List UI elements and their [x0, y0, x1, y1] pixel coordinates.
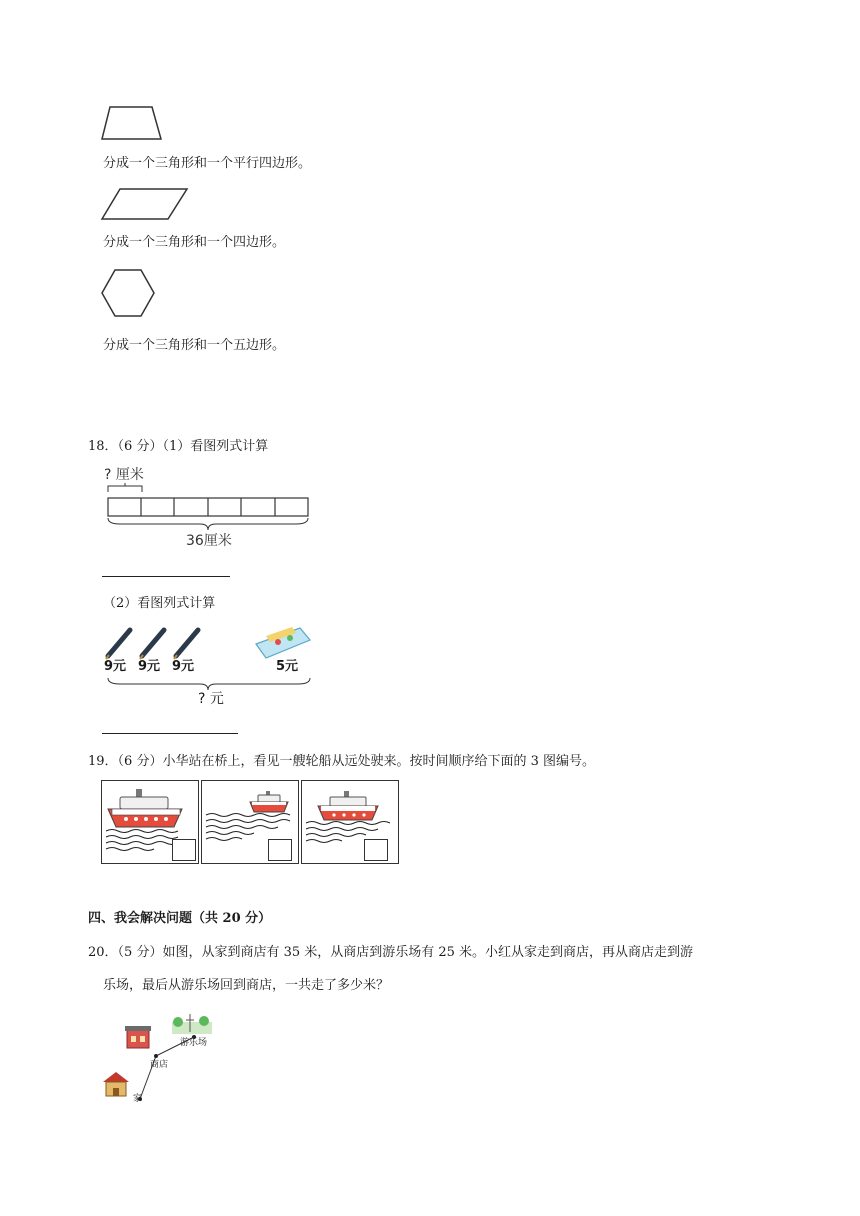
q18-figure-2 [100, 622, 318, 714]
q18-fig1-bottom-label: 36厘米 [186, 533, 232, 549]
section-4-heading: 四、我会解决问题（共 20 分） [88, 911, 272, 926]
park-icon [172, 1014, 212, 1034]
ship-scene-1 [101, 780, 199, 864]
q18-figure-1 [100, 462, 315, 554]
trapezoid-icon [100, 104, 164, 142]
shape-caption-1: 分成一个三角形和一个平行四边形。 [103, 156, 312, 171]
q18-answer-line-2[interactable] [102, 733, 238, 734]
store-label: 商店 [150, 1060, 169, 1070]
pen-icon [174, 630, 198, 659]
home-label: 家 [133, 1094, 143, 1104]
route-map-drawing [100, 1012, 216, 1106]
q19-title: 19．（6 分）小华站在桥上，看见一艘轮船从远处驶来。按时间顺序给下面的 3 图编号。 [88, 754, 595, 769]
pencil-case-price: 5元 [276, 659, 299, 674]
q18-fig2-total: ? 元 [198, 691, 224, 707]
q18-answer-line-1[interactable] [102, 576, 230, 577]
house-icon [103, 1072, 129, 1096]
q18-title: 18．（6 分）（1）看图列式计算 [88, 439, 269, 454]
q20-route-map [100, 1012, 216, 1106]
q20-line-2: 乐场，最后从游乐场回到商店，一共走了多少米？ [103, 978, 390, 993]
q20-line-1: 20．（5 分）如图，从家到商店有 35 米，从商店到游乐场有 25 米。小红从家走到商店，再从商店走到游 [88, 945, 694, 960]
pen-icon [140, 630, 164, 659]
pen-icon [106, 630, 130, 659]
shape-caption-2: 分成一个三角形和一个四边形。 [103, 235, 286, 250]
pen-price-1: 9元 [104, 659, 127, 674]
pen-price-2: 9元 [138, 659, 161, 674]
store-building-icon [125, 1026, 151, 1048]
pen-price-3: 9元 [172, 659, 195, 674]
order-number-box-2[interactable] [268, 839, 292, 861]
order-number-box-3[interactable] [364, 839, 388, 861]
park-label: 游乐场 [180, 1038, 208, 1048]
ship-scene-2 [201, 780, 299, 864]
shape-caption-3: 分成一个三角形和一个五边形。 [103, 338, 286, 353]
parallelogram-icon [100, 186, 190, 222]
pencil-case-icon [256, 627, 310, 658]
order-number-box-1[interactable] [172, 839, 196, 861]
q18-fig1-top-label: ? 厘米 [104, 467, 144, 483]
ship-scene-3 [301, 780, 399, 864]
hexagon-icon [100, 268, 156, 318]
q18-part2-title: （2）看图列式计算 [103, 596, 216, 611]
